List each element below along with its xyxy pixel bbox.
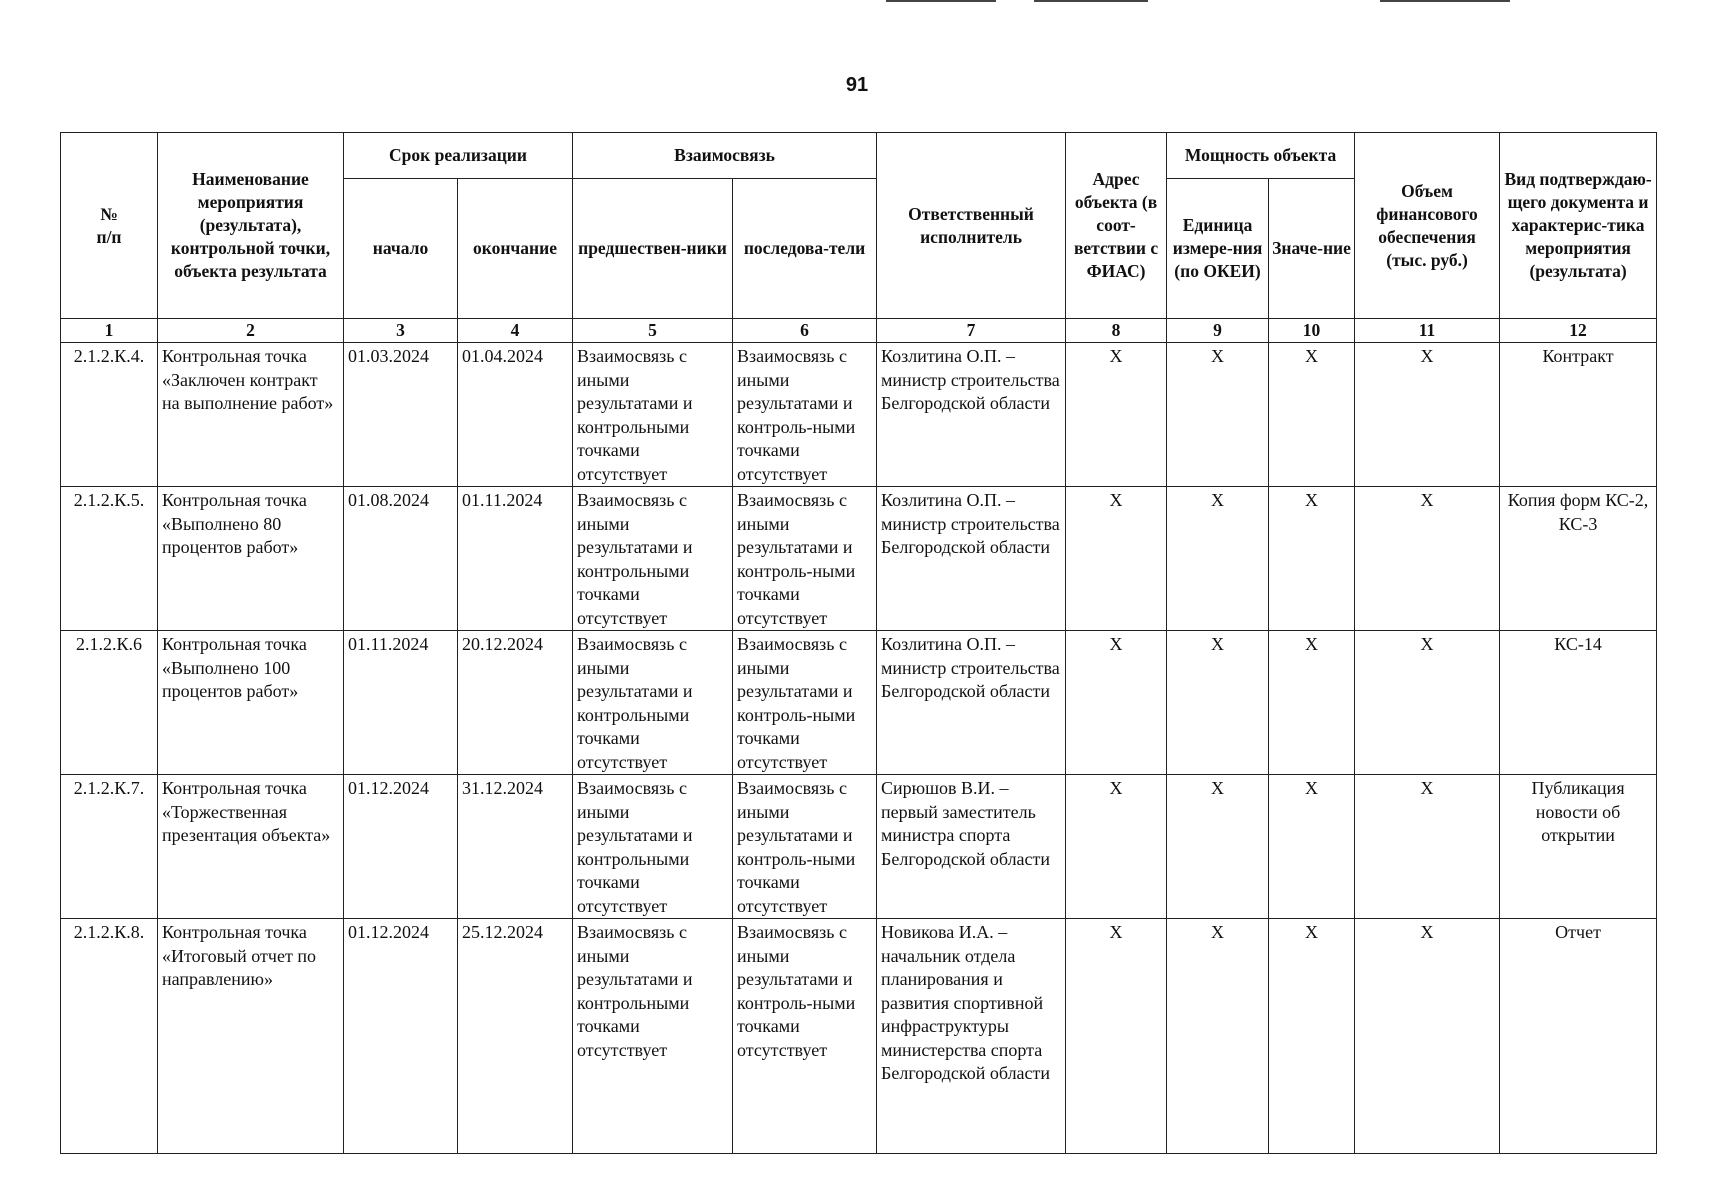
header-address: Адрес объекта (в соот-ветствии с ФИАС) <box>1066 133 1167 319</box>
table-row <box>61 775 1657 919</box>
header-link-group: Взаимосвязь <box>573 133 877 179</box>
row-predecessors: Взаимосвязь с иными результатами и контрольными точками отсутствует <box>573 487 733 631</box>
header-responsible: Ответственный исполнитель <box>877 133 1066 319</box>
table-row <box>61 487 1657 631</box>
column-number: 3 <box>344 319 458 343</box>
row-finance: Х <box>1355 919 1500 1154</box>
row-end-date: 31.12.2024 <box>458 775 573 919</box>
column-number: 8 <box>1066 319 1167 343</box>
column-number: 4 <box>458 319 573 343</box>
header-capacity-unit: Единица измере-ния (по ОКЕИ) <box>1167 179 1269 319</box>
row-address: Х <box>1066 775 1167 919</box>
row-number: 2.1.2.К.5. <box>61 487 158 631</box>
row-number: 2.1.2.К.8. <box>61 919 158 1154</box>
row-address: Х <box>1066 487 1167 631</box>
row-start-date: 01.08.2024 <box>344 487 458 631</box>
row-unit: Х <box>1167 919 1269 1154</box>
row-document: Отчет <box>1500 919 1657 1154</box>
header-term-end: окончание <box>458 179 573 319</box>
row-successors: Взаимосвязь с иными результатами и контроль-ными точками отсутствует <box>733 919 877 1154</box>
row-unit: Х <box>1167 487 1269 631</box>
row-start-date: 01.03.2024 <box>344 343 458 487</box>
row-predecessors: Взаимосвязь с иными результатами и контрольными точками отсутствует <box>573 919 733 1154</box>
row-name: Контрольная точка «Выполнено 100 процентов работ» <box>158 631 344 775</box>
header-capacity-value: Значе-ние <box>1269 179 1355 319</box>
table-body <box>61 343 1657 1154</box>
row-responsible: Козлитина О.П. – министр строительства Белгородской области <box>877 343 1066 487</box>
row-predecessors: Взаимосвязь с иными результатами и контрольными точками отсутствует <box>573 775 733 919</box>
row-document: Копия форм КС-2, КС-3 <box>1500 487 1657 631</box>
row-start-date: 01.12.2024 <box>344 775 458 919</box>
column-number: 7 <box>877 319 1066 343</box>
row-successors: Взаимосвязь с иными результатами и контроль-ными точками отсутствует <box>733 343 877 487</box>
column-number: 1 <box>61 319 158 343</box>
row-responsible: Козлитина О.П. – министр строительства Белгородской области <box>877 487 1066 631</box>
header-capacity-group: Мощность объекта <box>1167 133 1355 179</box>
row-number: 2.1.2.К.4. <box>61 343 158 487</box>
column-number: 9 <box>1167 319 1269 343</box>
row-successors: Взаимосвязь с иными результатами и контроль-ными точками отсутствует <box>733 487 877 631</box>
row-number: 2.1.2.К.6 <box>61 631 158 775</box>
row-value: Х <box>1269 919 1355 1154</box>
row-document: КС-14 <box>1500 631 1657 775</box>
column-number: 5 <box>573 319 733 343</box>
row-number: 2.1.2.К.7. <box>61 775 158 919</box>
page-number: 91 <box>845 74 869 96</box>
row-finance: Х <box>1355 775 1500 919</box>
row-name: Контрольная точка «Торжественная презентация объекта» <box>158 775 344 919</box>
column-number: 12 <box>1500 319 1657 343</box>
row-responsible: Козлитина О.П. – министр строительства Белгородской области <box>877 631 1066 775</box>
row-end-date: 20.12.2024 <box>458 631 573 775</box>
header-num: № п/п <box>61 133 158 319</box>
row-responsible: Новикова И.А. – начальник отдела планирования и развития спортивной инфраструктуры министерства спорта Белгородской области <box>877 919 1066 1154</box>
row-name: Контрольная точка «Заключен контракт на выполнение работ» <box>158 343 344 487</box>
row-start-date: 01.12.2024 <box>344 919 458 1154</box>
row-end-date: 01.04.2024 <box>458 343 573 487</box>
header-finance: Объем финансового обеспечения (тыс. руб.) <box>1355 133 1500 319</box>
row-value: Х <box>1269 343 1355 487</box>
table-row <box>61 343 1657 487</box>
row-name: Контрольная точка «Выполнено 80 процентов работ» <box>158 487 344 631</box>
row-end-date: 25.12.2024 <box>458 919 573 1154</box>
column-number-row <box>61 319 1657 343</box>
row-unit: Х <box>1167 775 1269 919</box>
row-value: Х <box>1269 487 1355 631</box>
row-finance: Х <box>1355 631 1500 775</box>
header-row-1 <box>61 133 1657 179</box>
row-value: Х <box>1269 775 1355 919</box>
column-number: 10 <box>1269 319 1355 343</box>
row-address: Х <box>1066 919 1167 1154</box>
column-number: 6 <box>733 319 877 343</box>
scan-artifact-line <box>886 0 996 2</box>
table-header <box>61 133 1657 343</box>
column-number: 2 <box>158 319 344 343</box>
row-finance: Х <box>1355 487 1500 631</box>
row-value: Х <box>1269 631 1355 775</box>
row-predecessors: Взаимосвязь с иными результатами и контрольными точками отсутствует <box>573 343 733 487</box>
header-name: Наименование мероприятия (результата), контрольной точки, объекта результата <box>158 133 344 319</box>
row-unit: Х <box>1167 631 1269 775</box>
table-row <box>61 919 1657 1154</box>
scan-artifact-line <box>1380 0 1510 2</box>
row-responsible: Сирюшов В.И. – первый заместитель министра спорта Белгородской области <box>877 775 1066 919</box>
row-finance: Х <box>1355 343 1500 487</box>
row-document: Контракт <box>1500 343 1657 487</box>
header-link-succ: последова-тели <box>733 179 877 319</box>
row-successors: Взаимосвязь с иными результатами и контроль-ными точками отсутствует <box>733 775 877 919</box>
header-term-group: Срок реализации <box>344 133 573 179</box>
header-link-pred: предшествен-ники <box>573 179 733 319</box>
table-row <box>61 631 1657 775</box>
row-start-date: 01.11.2024 <box>344 631 458 775</box>
row-unit: Х <box>1167 343 1269 487</box>
plan-table <box>60 132 1657 1154</box>
row-end-date: 01.11.2024 <box>458 487 573 631</box>
column-number: 11 <box>1355 319 1500 343</box>
row-predecessors: Взаимосвязь с иными результатами и контрольными точками отсутствует <box>573 631 733 775</box>
row-successors: Взаимосвязь с иными результатами и контроль-ными точками отсутствует <box>733 631 877 775</box>
scan-artifact-line <box>1034 0 1148 2</box>
row-address: Х <box>1066 631 1167 775</box>
row-name: Контрольная точка «Итоговый отчет по направлению» <box>158 919 344 1154</box>
header-doc-type: Вид подтверждаю-щего документа и характерис-тика мероприятия (результата) <box>1500 133 1657 319</box>
row-address: Х <box>1066 343 1167 487</box>
header-term-start: начало <box>344 179 458 319</box>
row-document: Публикация новости об открытии <box>1500 775 1657 919</box>
